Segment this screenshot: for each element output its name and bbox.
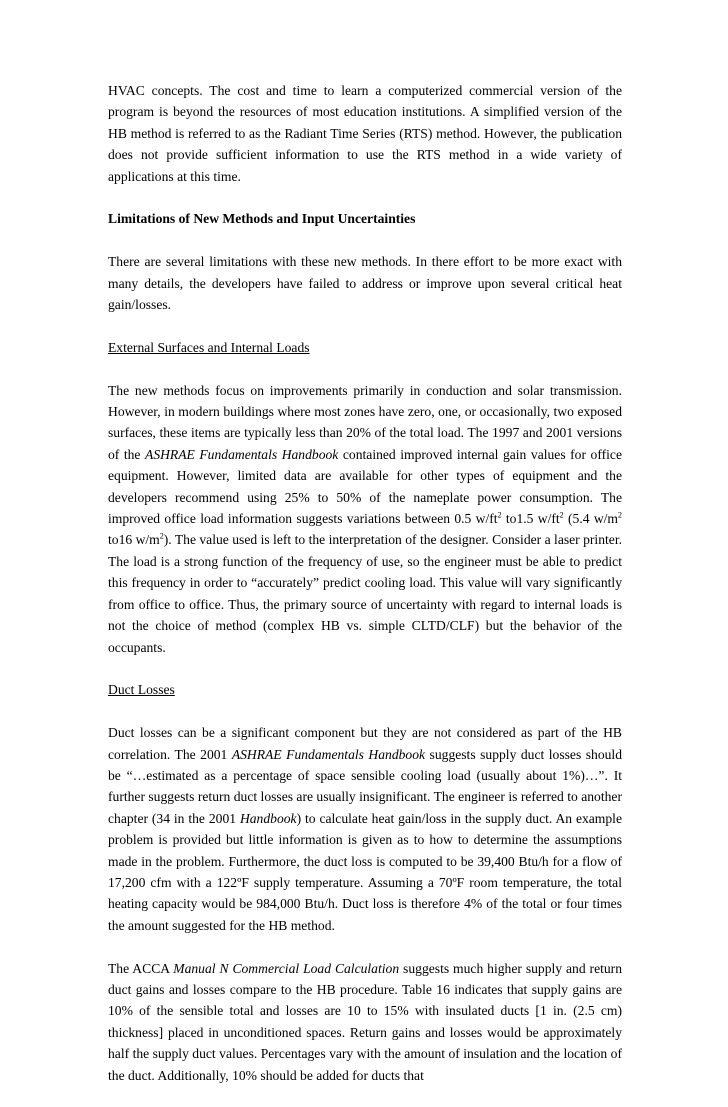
text-run: The ACCA [108, 960, 174, 976]
paragraph-acca-manual [108, 958, 622, 1086]
heading-external-surfaces: External Surfaces and Internal Loads [108, 339, 310, 355]
paragraph-internal-loads [108, 380, 622, 658]
heading-limitations: Limitations of New Methods and Input Uncertainties [108, 211, 416, 227]
text-run: ). The value used is left to the interpretation of the designer. Consider a laser printer. The load is a strong function of the frequency of use, so the engineer must be able to predict this frequency in order to “accurately” predict cooling load. This value will vary significantly from office to office. Thus, the primary source of uncertainty with regard to internal loads is not the choice of method (complex HB vs. simple CLTD/CLF) but the behavior of the occupants. [108, 532, 622, 655]
text-run: to16 w/m [108, 532, 160, 548]
paragraph-limitations: There are several limitations with these new methods. In there effort to be more exact with many details, the developers have failed to address or improve upon several critical heat gain/losses. [108, 254, 622, 313]
citation-handbook-short: Handbook [239, 810, 297, 826]
text-run: ) to calculate heat gain/loss in the supply duct. An example problem is provided but little information is given as to how to determine the assumptions made in the problem. Furthermore, the duct loss is computed to be 39,400 Btu/h for a flow of 17,200 cfm with a 122ºF supply temperature. Assuming a 70ºF room temperature, the total heating capacity would be 984,000 Btu/h. Duct loss is therefore 4% of the total or four times the amount suggested for the HB method. [108, 810, 622, 933]
text-run: to1.5 w/ft [501, 511, 560, 527]
paragraph-hvac-concepts: HVAC concepts. The cost and time to learn a computerized commercial version of the program is beyond the resources of most education institutions. A simplified version of the HB method is referred to as the Radiant Time Series (RTS) method. However, the publication does not provide sufficient information to use the RTS method in a wide variety of applications at this time. [108, 83, 622, 184]
citation-handbook: ASHRAE Fundamentals Handbook [231, 746, 426, 762]
document-page [108, 80, 622, 1107]
superscript: 2 [159, 531, 164, 541]
superscript: 2 [618, 510, 623, 520]
text-run: Duct losses can be a significant component but they are not considered as part of the HB correlation. The 2001 [108, 725, 622, 762]
superscript: 2 [497, 510, 502, 520]
text-run: (5.4 w/m [563, 511, 619, 527]
text-run: The new methods focus on improvements primarily in conduction and solar transmission. However, in modern buildings where most zones have zero, one, or occasionally, two exposed surfaces, these items are typically less than 20% of the total load. The 1997 and 2001 versions of the [108, 382, 622, 462]
text-run: contained improved internal gain values for office equipment. However, limited data are available for other types of equipment and the developers recommend using 25% to 50% of the nameplate power consumption. The improved office load information suggests variations between 0.5 w/ft [108, 446, 622, 527]
citation-manual-n: Manual N Commercial Load Calculation [173, 960, 400, 976]
heading-duct-losses: Duct Losses [108, 682, 175, 698]
citation-handbook: ASHRAE Fundamentals Handbook [145, 446, 339, 462]
paragraph-duct-losses [108, 722, 622, 936]
superscript: 2 [559, 510, 564, 520]
text-run: suggests much higher supply and return duct gains and losses compare to the HB procedure. Table 16 indicates that supply gains are 10% of the sensible total and losses are 10 to 15% with insulated ducts [1 in. (2.5 cm) thickness] placed in unconditioned spaces. Return gains and losses would be approximately half the supply duct values. Percentages vary with the amount of insulation and the location of the duct. Additionally, 10% should be added for ducts that [108, 960, 623, 1083]
text-run: suggests supply duct losses should be “…estimated as a percentage of space sensible cooling load (usually about 1%)…”. It further suggests return duct losses are usually insignificant. The engineer is referred to another chapter (34 in the 2001 [108, 746, 622, 826]
